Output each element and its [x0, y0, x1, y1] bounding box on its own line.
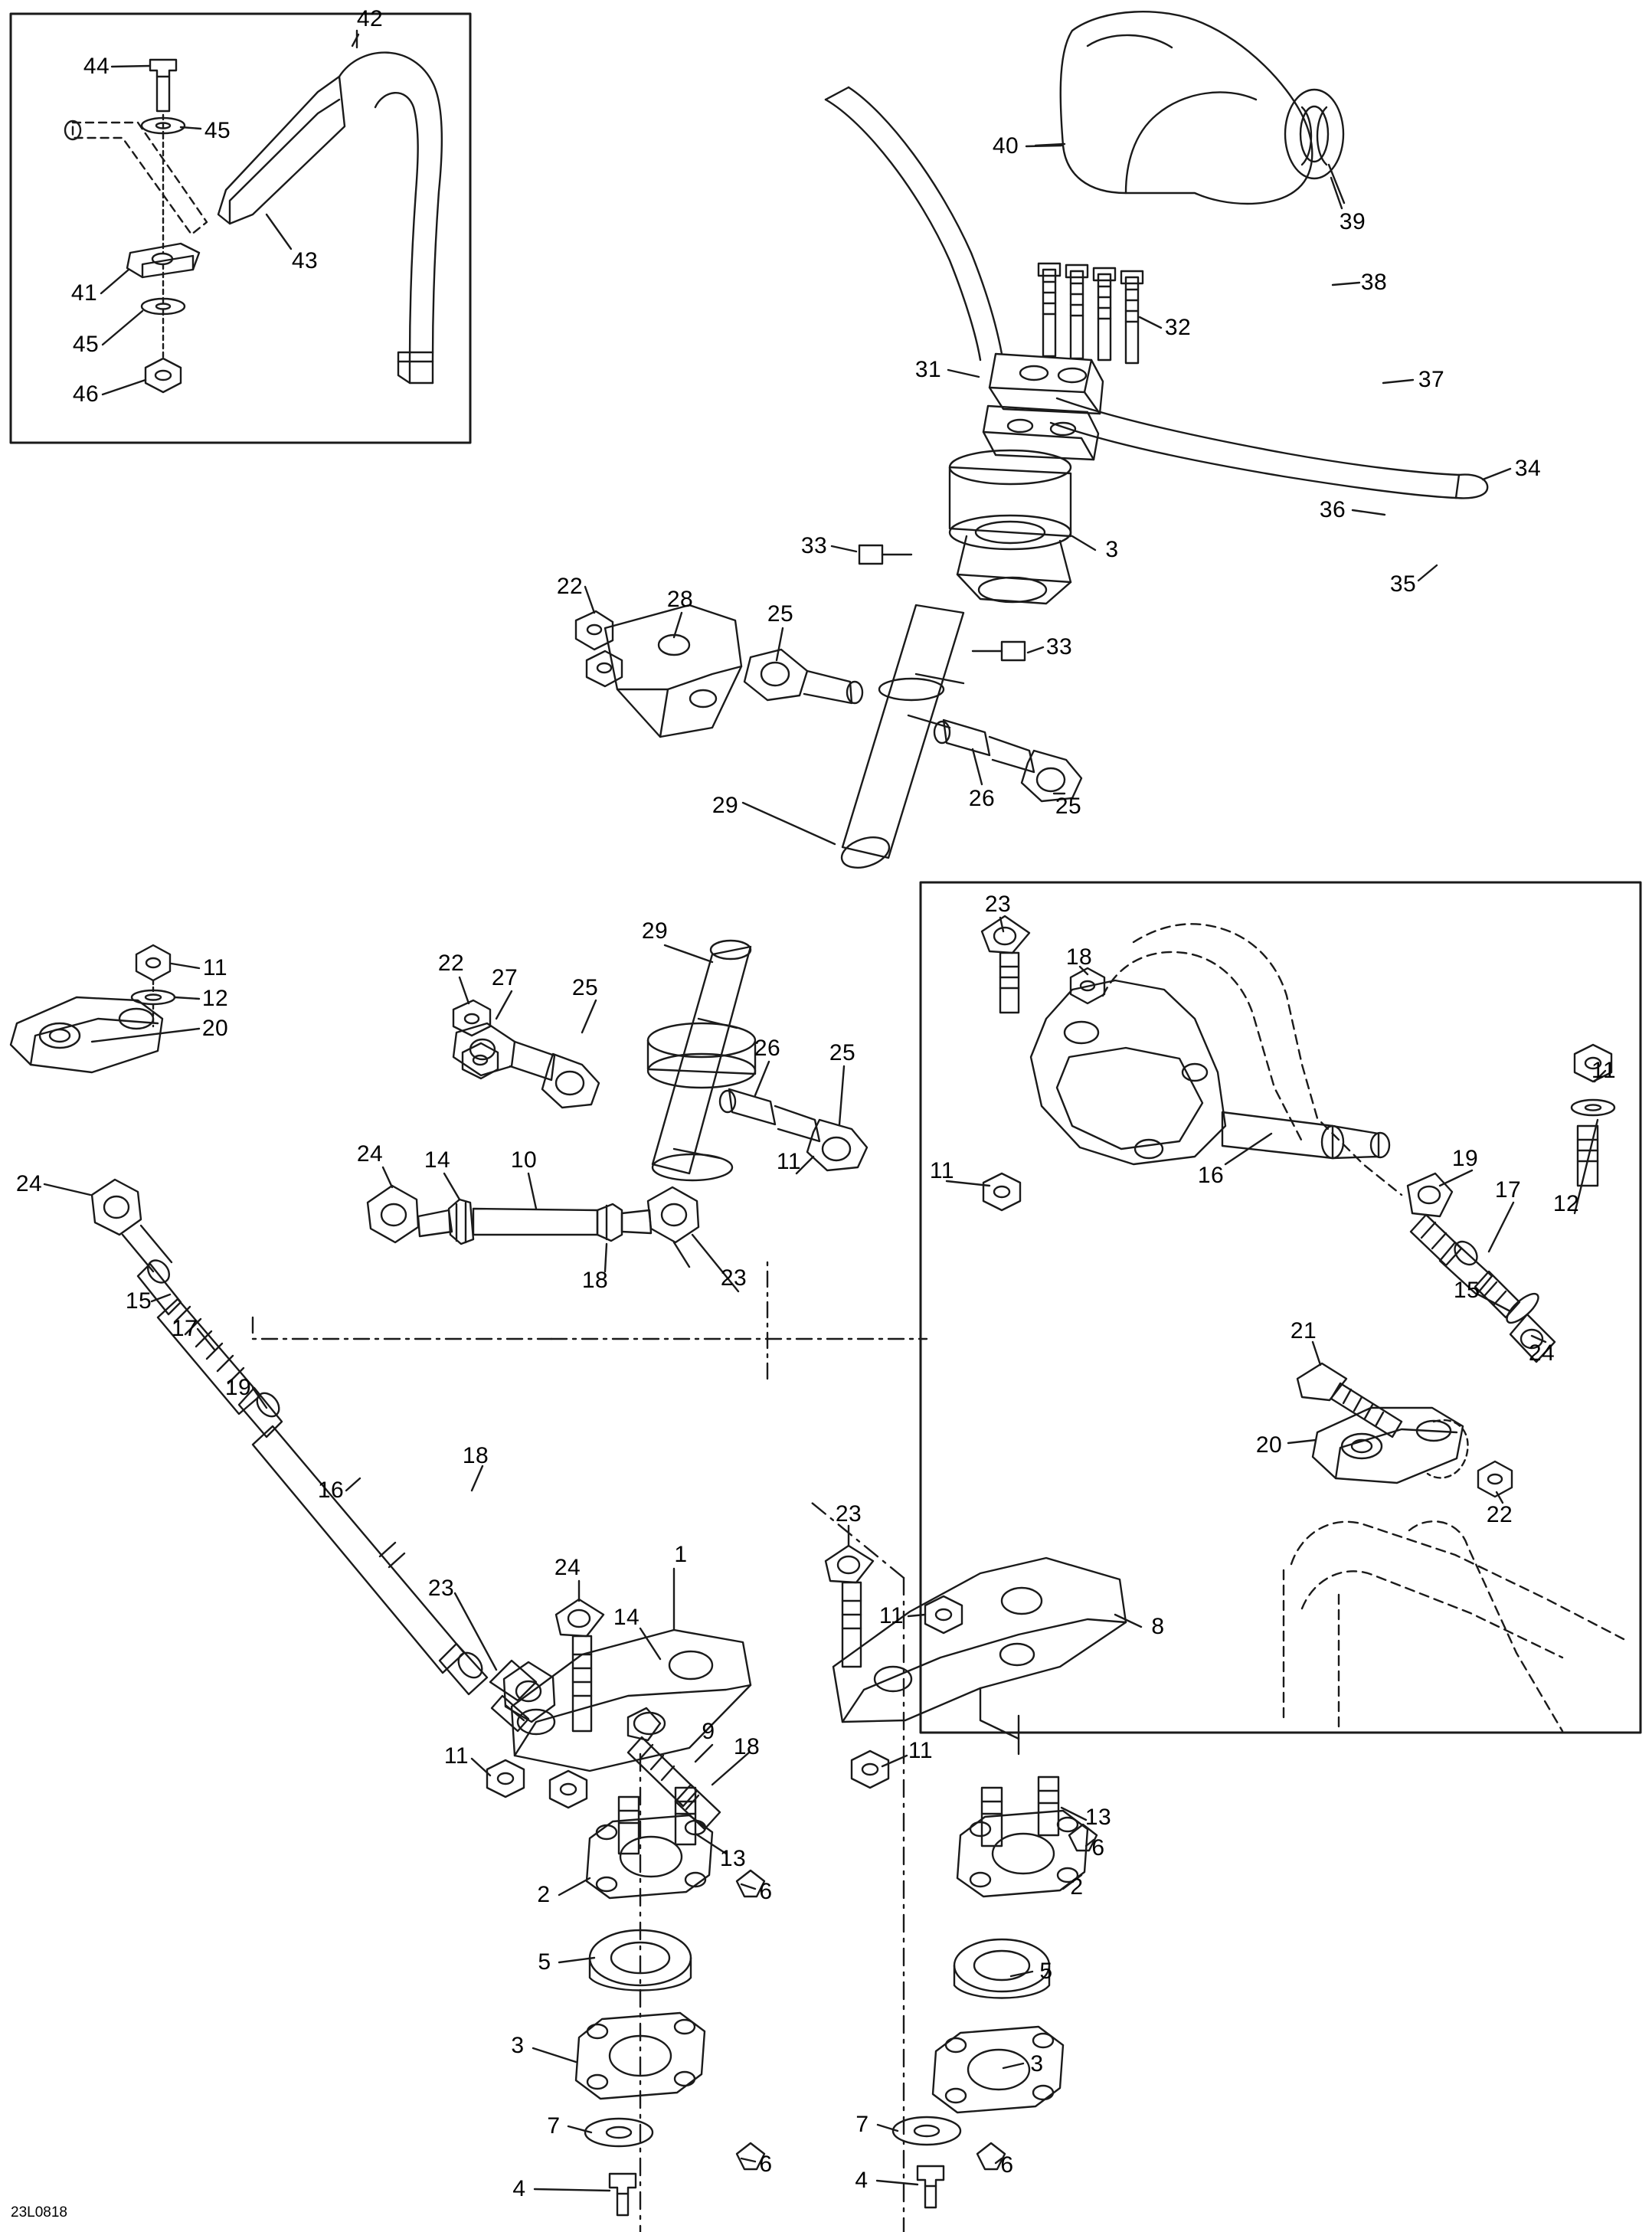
callout-34: 34: [1514, 456, 1542, 481]
callout-40: 40: [992, 133, 1019, 159]
part-code-label: 23L0818: [11, 2204, 67, 2221]
callout-28: 28: [666, 587, 694, 612]
callout-23: 23: [835, 1501, 862, 1527]
callout-44: 44: [83, 54, 110, 79]
callout-11: 11: [776, 1149, 802, 1174]
callout-33: 33: [800, 533, 828, 558]
callout-11: 11: [202, 955, 228, 980]
callout-18: 18: [462, 1443, 489, 1468]
callout-29: 29: [641, 918, 669, 944]
callout-12: 12: [201, 986, 229, 1011]
callout-21: 21: [1290, 1318, 1317, 1343]
callout-7: 7: [547, 2113, 561, 2139]
callout-45: 45: [72, 332, 100, 357]
callout-2: 2: [537, 1882, 551, 1907]
callout-5: 5: [538, 1949, 551, 1975]
callout-10: 10: [510, 1147, 538, 1173]
callout-24: 24: [1528, 1340, 1555, 1366]
callout-37: 37: [1418, 367, 1445, 392]
callout-18: 18: [581, 1268, 609, 1293]
callout-11: 11: [1591, 1058, 1617, 1083]
callout-14: 14: [613, 1605, 640, 1630]
callout-25: 25: [767, 601, 794, 627]
callout-5: 5: [1039, 1959, 1053, 1984]
callout-35: 35: [1389, 571, 1417, 597]
callout-42: 42: [356, 6, 384, 31]
callout-7: 7: [855, 2112, 869, 2137]
callout-18: 18: [1065, 944, 1093, 970]
callout-17: 17: [1494, 1177, 1522, 1203]
callout-22: 22: [556, 574, 584, 599]
callout-14: 14: [424, 1147, 451, 1173]
callout-38: 38: [1360, 270, 1388, 295]
callout-41: 41: [70, 280, 98, 306]
callout-11: 11: [878, 1603, 905, 1628]
callout-3: 3: [511, 2033, 525, 2058]
callout-24: 24: [356, 1141, 384, 1167]
callout-23: 23: [984, 892, 1012, 917]
callout-18: 18: [733, 1734, 761, 1759]
callout-2: 2: [1070, 1874, 1084, 1900]
callout-12: 12: [1552, 1191, 1580, 1216]
callout-4: 4: [512, 2176, 526, 2201]
callout-3: 3: [1030, 2051, 1044, 2077]
callout-11: 11: [443, 1743, 469, 1769]
callout-26: 26: [968, 786, 996, 811]
callout-19: 19: [224, 1375, 252, 1400]
callout-6: 6: [1091, 1835, 1105, 1861]
callout-16: 16: [1197, 1163, 1225, 1188]
callout-3: 3: [1105, 537, 1119, 562]
callout-31: 31: [914, 357, 942, 382]
callout-22: 22: [1486, 1502, 1513, 1527]
callout-25: 25: [1055, 794, 1082, 819]
callout-45: 45: [204, 118, 231, 143]
callout-29: 29: [712, 793, 739, 818]
callout-39: 39: [1339, 209, 1366, 234]
callout-11: 11: [929, 1158, 955, 1183]
callout-22: 22: [437, 951, 465, 976]
callout-23: 23: [427, 1576, 455, 1601]
callout-25: 25: [829, 1040, 856, 1065]
callout-9: 9: [702, 1719, 715, 1744]
callout-33: 33: [1045, 634, 1073, 659]
callout-11: 11: [908, 1738, 934, 1763]
callout-24: 24: [554, 1555, 581, 1580]
callout-15: 15: [125, 1288, 152, 1314]
callout-6: 6: [759, 1879, 773, 1904]
callout-17: 17: [171, 1316, 198, 1341]
callout-16: 16: [317, 1478, 345, 1503]
callout-46: 46: [72, 381, 100, 407]
callout-6: 6: [759, 2152, 773, 2177]
callout-43: 43: [291, 248, 319, 273]
callout-1: 1: [674, 1542, 688, 1567]
callout-19: 19: [1451, 1146, 1479, 1171]
callout-20: 20: [1255, 1432, 1283, 1458]
callout-8: 8: [1151, 1614, 1165, 1639]
callout-13: 13: [719, 1846, 747, 1871]
callout-26: 26: [754, 1036, 781, 1061]
callout-6: 6: [1000, 2152, 1014, 2178]
callout-13: 13: [1084, 1805, 1112, 1830]
callout-25: 25: [571, 975, 599, 1000]
callout-23: 23: [720, 1265, 747, 1291]
callout-27: 27: [491, 965, 518, 990]
callout-24: 24: [15, 1171, 43, 1196]
callout-20: 20: [201, 1016, 229, 1041]
callout-32: 32: [1164, 315, 1192, 340]
callout-4: 4: [855, 2168, 869, 2193]
callout-36: 36: [1319, 497, 1346, 522]
callout-15: 15: [1453, 1278, 1480, 1303]
